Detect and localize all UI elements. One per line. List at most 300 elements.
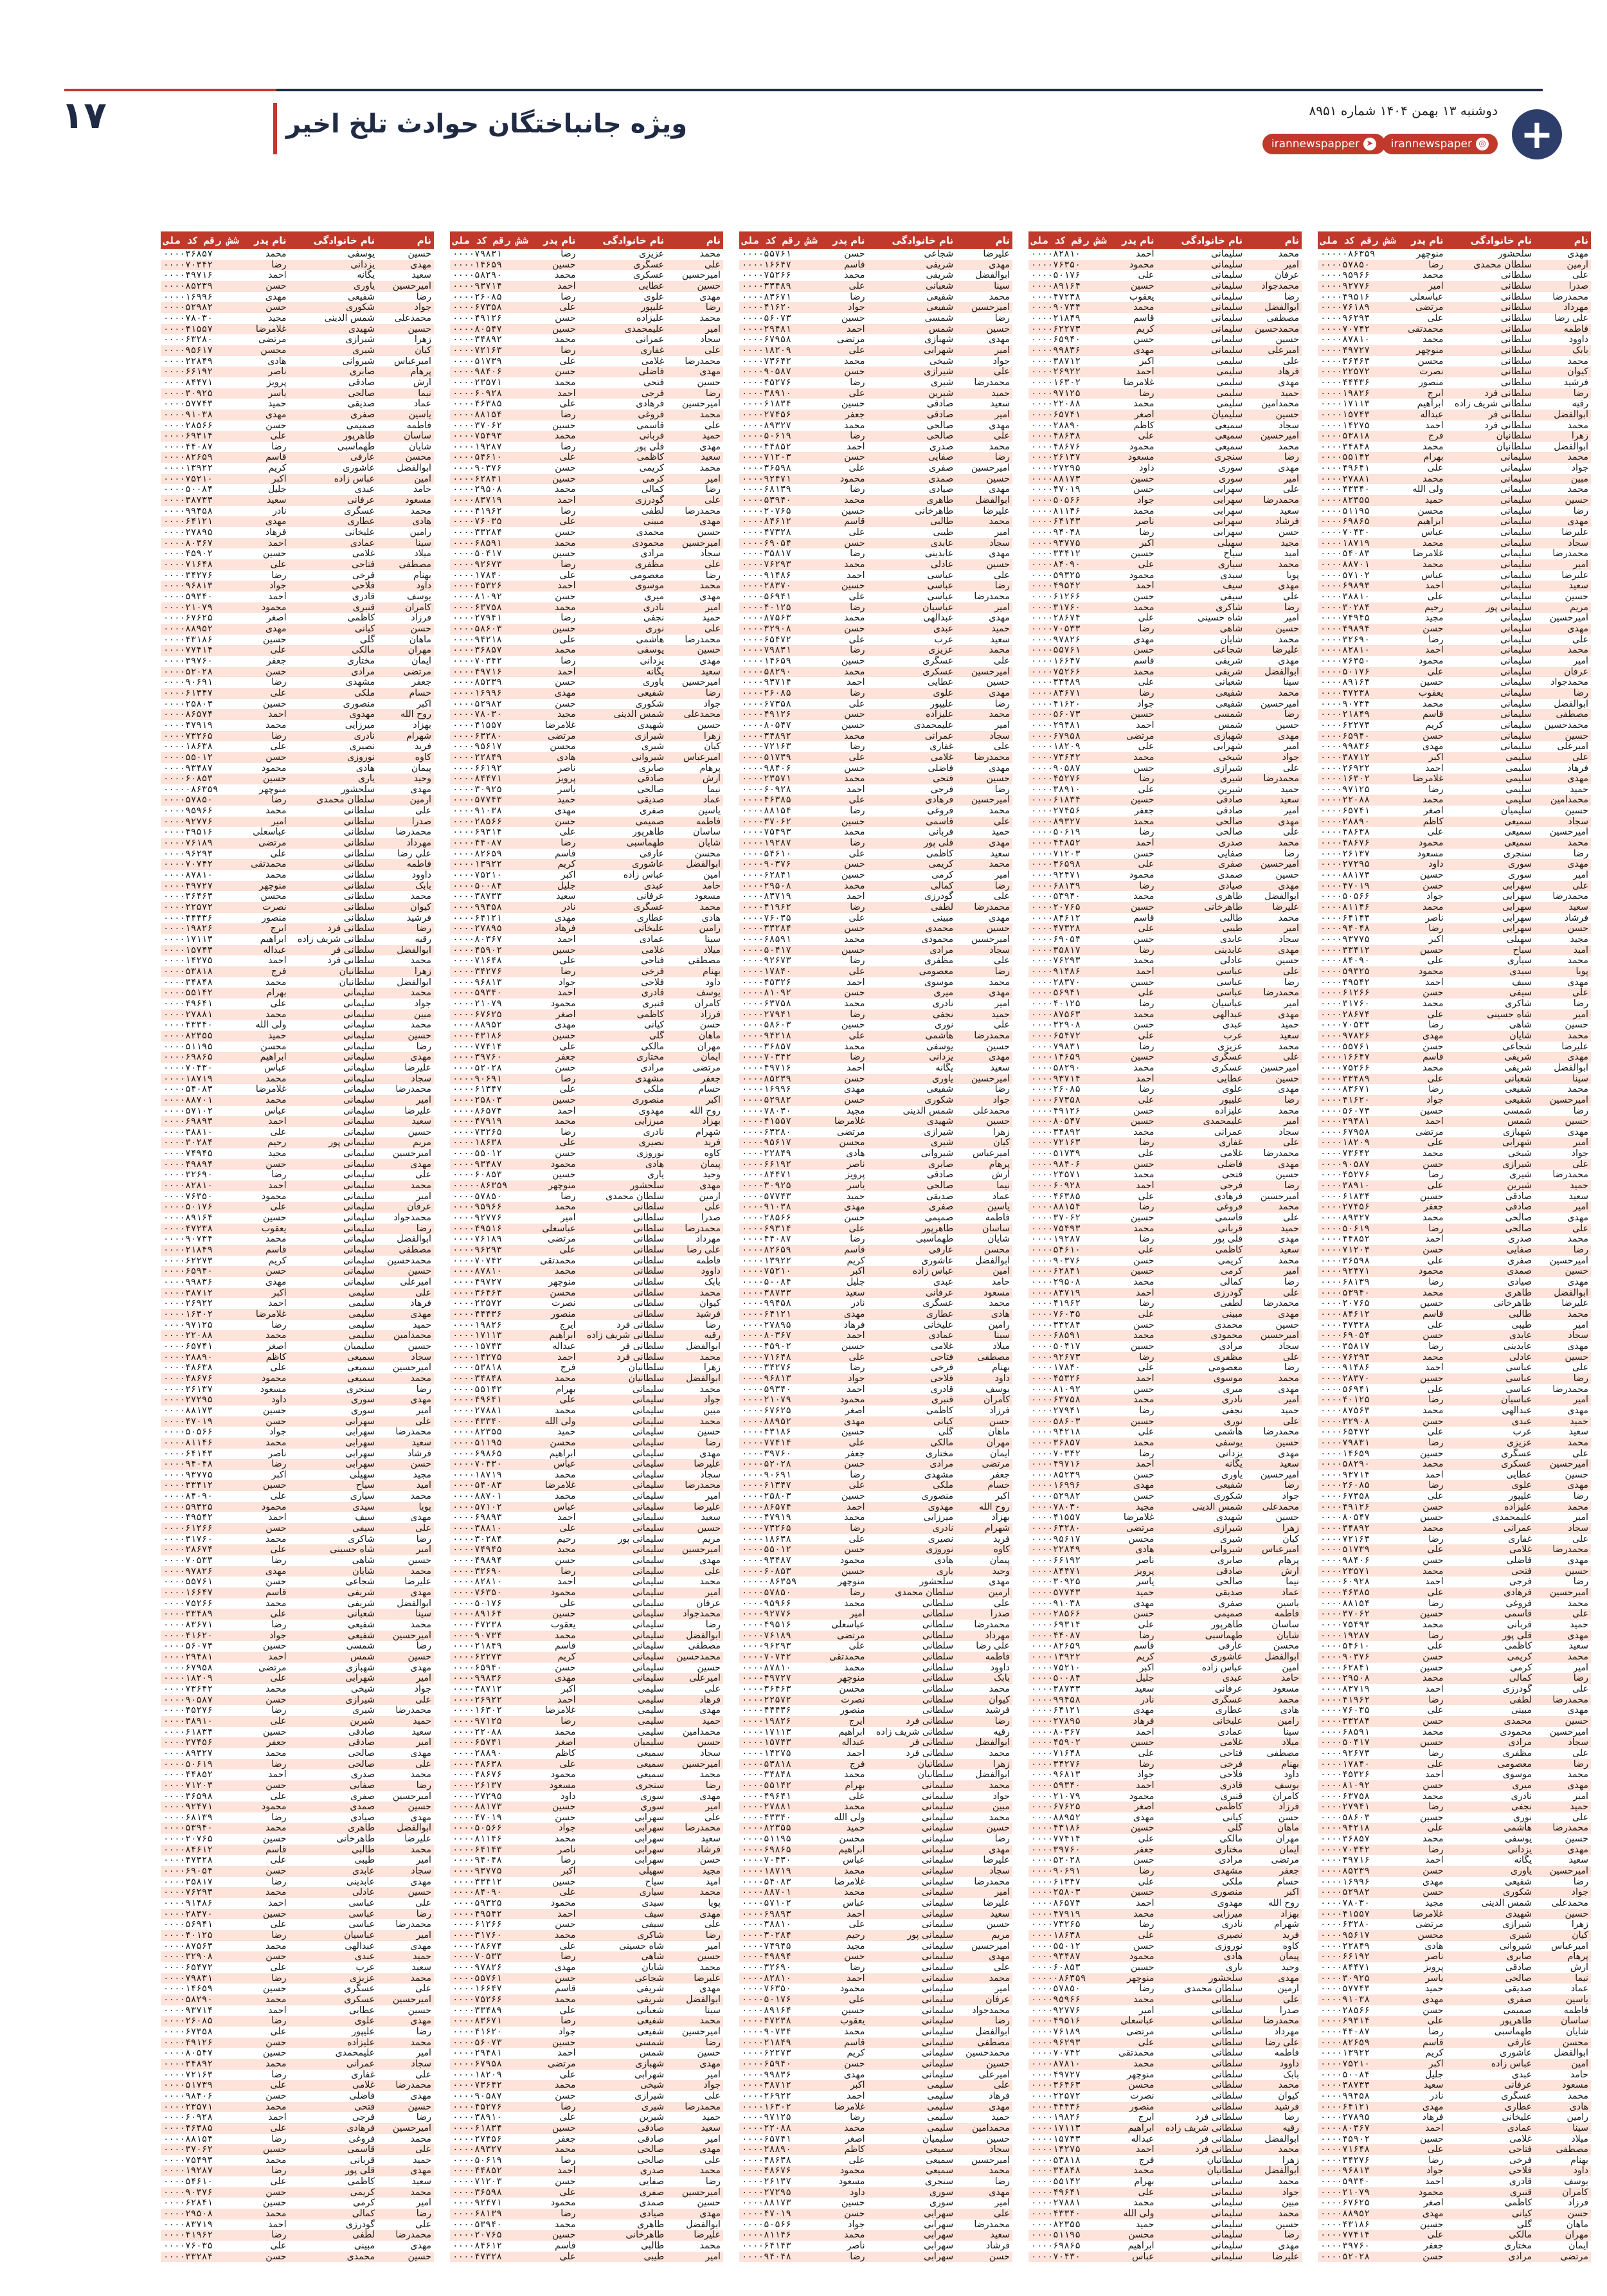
father-name-cell: احمد	[847, 1748, 865, 1758]
table-row	[161, 474, 434, 485]
last-name-cell: صفری	[928, 1202, 954, 1213]
father-name-cell: محمد	[1133, 1223, 1154, 1234]
father-name-cell: علی	[1427, 2230, 1444, 2241]
father-name-cell: محمدتقی	[829, 1651, 865, 1662]
last-name-cell: سوری	[350, 1405, 375, 1416]
table-row	[450, 1887, 723, 1898]
father-name-cell: اکبر	[1139, 1662, 1154, 1673]
national-id-cell: ۰۰۰۰۲۷۸۸۱	[1031, 2198, 1081, 2209]
table-row	[161, 1266, 434, 1277]
national-id-cell: ۰۰۰۰۴۸۶۳۸	[453, 1758, 502, 1769]
father-name-cell: احمد	[268, 2112, 287, 2123]
national-id-cell: ۰۰۰۰۷۶۰۳۵	[1320, 1705, 1370, 1716]
table-row	[1028, 2176, 1302, 2187]
table-row	[1318, 1566, 1591, 1577]
table-row	[1028, 1845, 1302, 1856]
father-name-cell: حسن	[265, 420, 287, 431]
national-id-cell: ۰۰۰۰۷۶۰۳۵	[1031, 1308, 1081, 1319]
father-name-cell: مرتضی	[258, 334, 287, 345]
national-id-cell: ۰۰۰۰۶۱۲۶۶	[1320, 988, 1370, 999]
social-handle-1[interactable]: ◎ irannewspaper	[1382, 134, 1498, 154]
national-id-cell: ۰۰۰۰۶۹۸۶۵	[163, 1052, 213, 1063]
national-id-cell: ۰۰۰۰۳۰۲۸۴	[1320, 602, 1370, 613]
national-id-cell: ۰۰۰۰۹۸۴۰۶	[163, 2090, 213, 2101]
last-name-cell: سلیمانی	[1500, 592, 1532, 602]
national-id-cell: ۰۰۰۰۳۴۸۹۲	[453, 334, 502, 345]
father-name-cell: احمد	[1425, 2176, 1444, 2187]
father-name-cell: مهدی	[843, 1202, 865, 1213]
table-row	[739, 581, 1012, 592]
table-row	[161, 1951, 434, 1962]
last-name-cell: سلطانی	[343, 806, 375, 817]
first-name-cell: محمد	[699, 1887, 721, 1898]
first-name-cell: امیر	[1573, 1512, 1588, 1523]
last-name-cell: شریفی	[1504, 1062, 1532, 1073]
national-id-cell: ۰۰۰۰۲۸۳۷۰	[1320, 1373, 1370, 1384]
first-name-cell: امیر	[1284, 473, 1299, 484]
table-row	[739, 2123, 1012, 2134]
last-name-cell: سیفی	[352, 1523, 375, 1534]
father-name-cell: منوچهر	[1127, 2069, 1154, 2080]
last-name-cell: سلیمانی	[632, 1523, 665, 1534]
national-id-cell: ۰۰۰۰۷۶۱۸۹	[1031, 2026, 1081, 2037]
national-id-cell: ۰۰۰۰۴۴۴۳۶	[742, 1705, 791, 1716]
national-id-cell: ۰۰۰۰۹۷۱۲۵	[163, 1319, 213, 1330]
table-row	[739, 752, 1012, 763]
national-id-cell: ۰۰۰۰۷۰۵۳۳	[163, 1555, 213, 1566]
father-name-cell: کاظم	[1133, 420, 1154, 431]
table-row	[1318, 548, 1591, 559]
father-name-cell: علی	[1427, 666, 1444, 677]
table-row	[161, 1180, 434, 1191]
last-name-cell: شفیعی	[1216, 1480, 1243, 1491]
table-row	[161, 1224, 434, 1234]
father-name-cell: حمید	[846, 1823, 865, 1834]
last-name-cell: صالحی	[1216, 816, 1243, 827]
father-name-cell: محمد	[1423, 902, 1444, 913]
table-row	[161, 2048, 434, 2059]
table-row	[1318, 1716, 1591, 1727]
first-name-cell: مهران	[408, 645, 431, 656]
father-name-cell: محمود	[550, 1587, 576, 1598]
national-id-cell: ۰۰۰۰۱۸۷۱۹	[742, 1866, 791, 1877]
first-name-cell: کامران	[1562, 2187, 1588, 2198]
last-name-cell: قنبری	[642, 998, 665, 1009]
father-name-cell: علی	[848, 527, 865, 538]
last-name-cell: سلیمانی	[632, 1662, 665, 1673]
last-name-cell: سلیمانی پور	[907, 1930, 954, 1941]
table-row	[1318, 1159, 1591, 1170]
national-id-cell: ۰۰۰۰۴۹۶۴۱	[163, 998, 213, 1009]
last-name-cell: شهیدی	[637, 719, 665, 730]
father-name-cell: اصغر	[555, 1737, 576, 1748]
national-id-cell: ۰۰۰۰۹۳۴۸۷	[163, 763, 213, 773]
table-row	[739, 1930, 1012, 1941]
national-id-cell: ۰۰۰۰۱۷۱۱۳	[1320, 399, 1370, 410]
national-id-cell: ۰۰۰۰۴۱۶۲۰	[1320, 1094, 1370, 1105]
father-name-cell: محمد	[1133, 1395, 1154, 1406]
national-id-cell: ۰۰۰۰۶۹۳۱۴	[453, 827, 502, 838]
father-name-cell: محمد	[555, 1726, 576, 1737]
father-name-cell: کریم	[268, 1255, 287, 1266]
table-header-row	[161, 231, 434, 249]
last-name-cell: سلیمانی	[632, 1598, 665, 1609]
table-row	[1318, 1095, 1591, 1106]
table-row	[161, 1823, 434, 1834]
last-name-cell: سلیمانی	[632, 1673, 665, 1684]
table-row	[739, 1898, 1012, 1909]
first-name-cell: مهدی	[1278, 377, 1299, 388]
national-id-cell: ۰۰۰۰۸۰۳۶۷	[1320, 2122, 1370, 2133]
first-name-cell: ابوالفضل	[397, 945, 431, 955]
national-id-cell: ۰۰۰۰۲۶۹۲۲	[742, 2090, 791, 2101]
national-id-cell: ۰۰۰۰۹۱۴۸۶	[1031, 966, 1081, 977]
first-name-cell: بهنام	[1570, 2155, 1588, 2165]
first-name-cell: ماهان	[698, 1030, 721, 1041]
father-name-cell: فرهاد	[1422, 2112, 1444, 2123]
national-id-cell: ۰۰۰۰۶۱۳۴۷	[163, 687, 213, 698]
last-name-cell: ملکی	[933, 1480, 954, 1491]
table-row	[1028, 1020, 1302, 1031]
father-name-cell: حسین	[1131, 473, 1154, 484]
table-row	[161, 324, 434, 335]
first-name-cell: روح الله	[400, 709, 431, 720]
table-row	[450, 1116, 723, 1127]
table-row	[450, 1652, 723, 1663]
father-name-cell: مرتضی	[837, 1126, 865, 1137]
first-name-cell: امیر	[705, 2133, 721, 2144]
last-name-cell: شاکری	[1216, 602, 1243, 613]
first-name-cell: امیر	[1573, 559, 1588, 570]
first-name-cell: سعید	[1568, 1191, 1588, 1202]
table-row	[1318, 484, 1591, 495]
national-id-cell: ۰۰۰۰۱۴۲۷۵	[1320, 420, 1370, 431]
national-id-cell: ۰۰۰۰۵۹۳۴۰	[163, 592, 213, 602]
national-id-cell: ۰۰۰۰۷۵۲۱۰	[1320, 2058, 1370, 2069]
last-name-cell: عادلی	[1219, 955, 1243, 966]
last-name-cell: ملکی	[643, 1084, 665, 1095]
first-name-cell: محمد	[989, 1298, 1010, 1309]
table-row	[450, 624, 723, 635]
father-name-cell: حسین	[841, 1341, 865, 1351]
national-id-cell: ۰۰۰۰۷۶۱۸۹	[742, 1630, 791, 1641]
table-row	[739, 1566, 1012, 1577]
table-row	[161, 1523, 434, 1534]
first-name-cell: سعید	[701, 666, 721, 677]
table-row	[1028, 1427, 1302, 1438]
national-id-cell: ۰۰۰۰۷۷۴۱۴	[1031, 1834, 1081, 1845]
father-name-cell: محمد	[844, 1662, 865, 1673]
father-name-cell: رضا	[1428, 1170, 1444, 1180]
last-name-cell: عابدی	[930, 538, 954, 548]
father-name-cell: محمد	[555, 431, 576, 442]
father-name-cell: احمد	[847, 323, 865, 334]
last-name-cell: شیری	[1220, 773, 1243, 784]
last-name-cell: عسگری	[922, 1298, 954, 1309]
first-name-cell: ابوالفضل	[1554, 2048, 1588, 2059]
table-row	[450, 923, 723, 934]
table-row	[1028, 2165, 1302, 2176]
first-name-cell: ابوالفضل	[397, 1234, 431, 1245]
first-name-cell: محمدرضا	[974, 1030, 1010, 1041]
last-name-cell: مبینی	[354, 2241, 375, 2252]
national-id-cell: ۰۰۰۰۴۷۰۱۹	[1320, 880, 1370, 891]
table-row	[161, 1309, 434, 1320]
national-id-cell: ۰۰۰۰۸۳۷۱۹	[453, 495, 502, 506]
last-name-cell: کریمی	[350, 2187, 375, 2198]
national-id-cell: ۰۰۰۰۴۳۱۸۶	[163, 634, 213, 645]
father-name-cell: علی	[848, 698, 865, 709]
last-name-cell: شاه حسینی	[330, 1544, 375, 1555]
father-name-cell: مهدی	[554, 1962, 576, 1973]
first-name-cell: حسین	[1565, 495, 1588, 506]
first-name-cell: حسین	[408, 249, 431, 259]
father-name-cell: حسن	[1133, 1609, 1154, 1620]
first-name-cell: علی رضا	[1554, 312, 1588, 323]
father-name-cell: علی	[270, 2176, 287, 2187]
national-id-cell: ۰۰۰۰۲۷۲۹۵	[742, 2187, 791, 2198]
national-id-cell: ۰۰۰۰۳۲۶۹۰	[453, 1566, 502, 1577]
first-name-cell: رضا	[994, 784, 1010, 795]
last-name-cell: یزدانی	[1507, 1844, 1532, 1855]
last-name-cell: عسگری	[344, 1984, 375, 1994]
table-row	[450, 1416, 723, 1427]
father-name-cell: قاسم	[1423, 1052, 1444, 1063]
father-name-cell: احمد	[1425, 1577, 1444, 1587]
father-name-cell: حسین	[263, 548, 287, 559]
table-row	[161, 292, 434, 303]
national-id-cell: ۰۰۰۰۱۶۹۹۶	[742, 1084, 791, 1095]
table-row	[161, 345, 434, 356]
table-row	[450, 1909, 723, 1920]
last-name-cell: شمسی	[924, 312, 954, 323]
national-id-cell: ۰۰۰۰۴۵۳۲۶	[1031, 1373, 1081, 1384]
table-row	[161, 795, 434, 806]
national-id-cell: ۰۰۰۰۹۹۴۵۸	[163, 505, 213, 516]
national-id-cell: ۰۰۰۰۴۷۲۳۸	[1031, 291, 1081, 302]
last-name-cell: صفری	[1217, 1598, 1243, 1609]
table-row	[450, 602, 723, 613]
last-name-cell: صمیمی	[1503, 2005, 1532, 2016]
father-name-cell: قاسم	[265, 1245, 287, 1256]
national-id-cell: ۰۰۰۰۴۹۱۲۶	[1320, 1501, 1370, 1512]
national-id-cell: ۰۰۰۰۴۹۸۹۴	[742, 1951, 791, 1962]
table-row	[1028, 699, 1302, 710]
first-name-cell: داود	[416, 581, 431, 592]
national-id-cell: ۰۰۰۰۷۲۱۶۳	[1320, 1533, 1370, 1544]
table-row	[1318, 881, 1591, 892]
first-name-cell: مهرداد	[1274, 2026, 1299, 2037]
national-id-cell: ۰۰۰۰۵۱۱۹۵	[742, 1834, 791, 1845]
national-id-cell: ۰۰۰۰۲۲۸۴۹	[1320, 1940, 1370, 1951]
first-name-cell: محمد	[1278, 1202, 1299, 1213]
last-name-cell: سلیمانی	[343, 1277, 375, 1287]
table-row	[1318, 1277, 1591, 1288]
national-id-cell: ۰۰۰۰۳۸۸۱۰	[1320, 592, 1370, 602]
first-name-cell: محمدجواد	[1261, 280, 1299, 291]
father-name-cell: حسین	[1420, 677, 1444, 688]
first-name-cell: روح الله	[1268, 1898, 1299, 1909]
last-name-cell: گودرزی	[634, 495, 665, 506]
table-row	[1318, 1438, 1591, 1449]
first-name-cell: مهدی	[699, 2144, 721, 2155]
national-id-cell: ۰۰۰۰۴۷۹۱۹	[1031, 1908, 1081, 1919]
national-id-cell: ۰۰۰۰۵۶۹۴۱	[163, 1919, 213, 1930]
first-name-cell: سینا	[415, 538, 431, 548]
table-row	[1028, 881, 1302, 892]
first-name-cell: محمدعلی	[1551, 1898, 1588, 1909]
father-name-cell: مهدی	[1422, 741, 1444, 752]
last-name-cell: شیخی	[929, 356, 954, 366]
table-row	[161, 1245, 434, 1256]
last-name-cell: سهرابی	[634, 1812, 665, 1823]
last-name-cell: شجاعی	[345, 1577, 375, 1587]
last-name-cell: شفیعی	[637, 2026, 665, 2037]
father-name-cell: مرتضی	[837, 1630, 865, 1641]
father-name-cell: احمد	[1136, 966, 1154, 977]
table-row	[450, 1459, 723, 1470]
first-name-cell: فرهاد	[989, 2090, 1010, 2101]
father-name-cell: محمد	[555, 1202, 576, 1213]
father-name-cell: علی	[559, 634, 576, 645]
first-name-cell: رضا	[1284, 1094, 1299, 1105]
first-name-cell: محمد	[989, 1748, 1010, 1758]
national-id-cell: ۰۰۰۰۲۷۲۹۵	[1031, 463, 1081, 474]
national-id-cell: ۰۰۰۰۸۳۶۷۱	[742, 291, 791, 302]
first-name-cell: عرفان	[1564, 666, 1588, 677]
last-name-cell: سوری	[1218, 473, 1243, 484]
father-name-cell: جواد	[269, 1427, 287, 1438]
last-name-cell: میری	[1223, 1384, 1243, 1395]
table-row	[1318, 2102, 1591, 2113]
first-name-cell: جواد	[1571, 1148, 1588, 1159]
father-name-cell: محمد	[1133, 1437, 1154, 1448]
last-name-cell: قادری	[352, 592, 375, 602]
first-name-cell: هادی	[1280, 1705, 1299, 1716]
national-id-cell: ۰۰۰۰۱۸۶۳۸	[453, 1137, 502, 1148]
first-name-cell: محمدعلی	[1262, 1501, 1299, 1512]
table-row	[1028, 1566, 1302, 1577]
first-name-cell: رضا	[1573, 1373, 1588, 1384]
table-row	[161, 1459, 434, 1470]
table-row	[161, 1416, 434, 1427]
father-name-cell: داود	[1139, 463, 1154, 474]
table-row	[1028, 484, 1302, 495]
national-id-cell: ۰۰۰۰۶۵۷۴۱	[1320, 806, 1370, 817]
national-id-cell: ۰۰۰۰۸۴۴۷۱	[453, 773, 502, 784]
column-header-national-id: شش رقم کد ملی	[163, 234, 239, 246]
last-name-cell: سلیمانی	[343, 1148, 375, 1159]
table-row	[1028, 2144, 1302, 2155]
father-name-cell: قاسم	[1133, 912, 1154, 923]
instagram-icon: ◎	[1476, 138, 1489, 150]
table-row	[1028, 399, 1302, 410]
social-handle-2[interactable]: ➤ irannewspapper	[1262, 134, 1385, 154]
table-row	[1318, 1042, 1591, 1053]
table-row	[1028, 1202, 1302, 1213]
father-name-cell: رضا	[850, 291, 865, 302]
national-id-cell: ۰۰۰۰۷۶۱۸۹	[1320, 302, 1370, 313]
national-id-cell: ۰۰۰۰۴۸۶۷۶	[163, 1373, 213, 1384]
father-name-cell: علی	[1138, 2187, 1154, 2198]
national-id-cell: ۰۰۰۰۵۰۱۷۶	[453, 1598, 502, 1609]
last-name-cell: سلحشور	[341, 784, 375, 795]
father-name-cell: رضا	[561, 249, 576, 259]
first-name-cell: صدرا	[701, 1213, 721, 1224]
national-id-cell: ۰۰۰۰۲۸۳۷۰	[742, 581, 791, 592]
national-id-cell: ۰۰۰۰۵۵۰۱۲	[163, 752, 213, 763]
first-name-cell: محمد	[1567, 1501, 1588, 1512]
last-name-cell: میرزایی	[923, 1512, 954, 1523]
table-row	[161, 2230, 434, 2241]
last-name-cell: سلطانیان	[917, 1758, 954, 1769]
last-name-cell: سلطانی	[1500, 270, 1532, 281]
father-name-cell: حسن	[1133, 334, 1154, 345]
national-id-cell: ۰۰۰۰۲۲۸۴۹	[453, 752, 502, 763]
father-name-cell: رضا	[271, 1758, 287, 1769]
father-name-cell: هادی	[1135, 1544, 1154, 1555]
national-id-cell: ۰۰۰۰۴۴۸۵۲	[163, 1769, 213, 1780]
father-name-cell: مهدی	[265, 516, 287, 527]
last-name-cell: شاهی	[1219, 623, 1243, 634]
national-id-cell: ۰۰۰۰۵۰۶۱۹	[453, 2155, 502, 2165]
table-row	[161, 2176, 434, 2187]
last-name-cell: مختاری	[636, 1052, 665, 1063]
first-name-cell: رضا	[416, 1041, 431, 1052]
national-id-cell: ۰۰۰۰۷۲۱۶۳	[742, 741, 791, 752]
national-id-cell: ۰۰۰۰۴۷۲۳۸	[742, 2016, 791, 2027]
last-name-cell: سلیمانی	[343, 1180, 375, 1191]
first-name-cell: حسام	[698, 1084, 721, 1095]
national-id-cell: ۰۰۰۰۹۴۲۱۸	[742, 1030, 791, 1041]
national-id-cell: ۰۰۰۰۸۱۱۴۶	[742, 2230, 791, 2241]
last-name-cell: سلیمانی	[1500, 527, 1532, 538]
father-name-cell: احمد	[1425, 420, 1444, 431]
last-name-cell: فتاحی	[352, 559, 375, 570]
national-id-cell: ۰۰۰۰۵۵۷۶۱	[1320, 1041, 1370, 1052]
first-name-cell: رضا	[1284, 1277, 1299, 1287]
table-row	[1028, 516, 1302, 527]
national-id-cell: ۰۰۰۰۸۲۸۱۰	[453, 1577, 502, 1587]
table-row	[739, 1084, 1012, 1095]
first-name-cell: رضا	[416, 2112, 431, 2123]
last-name-cell: لطفی	[352, 2230, 375, 2241]
first-name-cell: جواد	[1282, 752, 1299, 763]
national-id-cell: ۰۰۰۰۷۰۴۳۰	[453, 1459, 502, 1470]
last-name-cell: عباس زاده	[1491, 2058, 1532, 2069]
table-row	[450, 1663, 723, 1674]
father-name-cell: رضا	[561, 559, 576, 570]
table-row	[1028, 1544, 1302, 1555]
first-name-cell: فاطمه	[406, 859, 431, 870]
father-name-cell: محسن	[550, 1287, 576, 1298]
first-name-cell: ابوالفضل	[686, 859, 721, 870]
father-name-cell: سعید	[556, 891, 576, 902]
national-id-cell: ۰۰۰۰۵۲۹۸۲	[163, 302, 213, 313]
father-name-cell: رضا	[1139, 527, 1154, 538]
first-name-cell: رقیه	[1572, 399, 1588, 410]
first-name-cell: محمد	[989, 516, 1010, 527]
table-row	[450, 1449, 723, 1460]
first-name-cell: روح الله	[979, 1501, 1010, 1512]
last-name-cell: طاهرخانی	[1204, 902, 1243, 913]
national-id-cell: ۰۰۰۰۸۶۵۷۴	[453, 1105, 502, 1116]
national-id-cell: ۰۰۰۰۴۵۹۰۲	[742, 1341, 791, 1351]
father-name-cell: رضا	[561, 2155, 576, 2165]
national-id-cell: ۰۰۰۰۸۳۶۷۱	[1320, 1084, 1370, 1095]
first-name-cell: مهرداد	[696, 1234, 721, 1245]
national-id-cell: ۰۰۰۰۹۲۷۷۶	[1031, 2005, 1081, 2016]
